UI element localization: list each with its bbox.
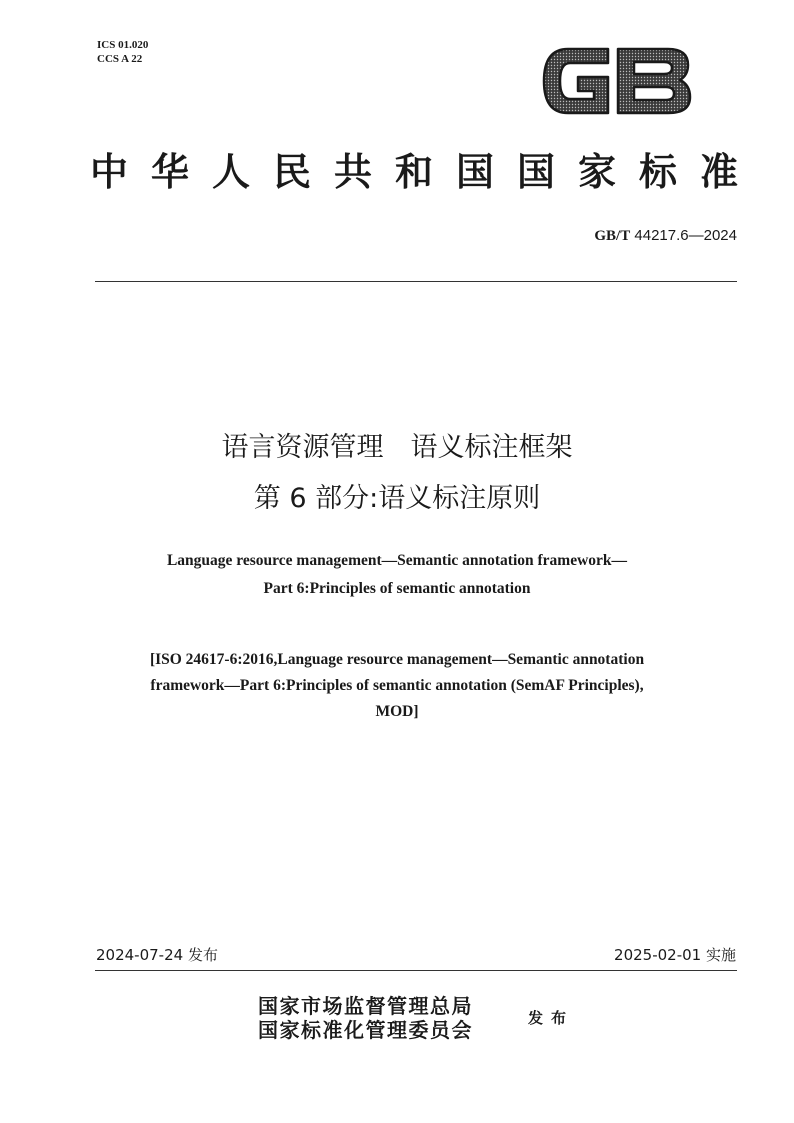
bottom-divider bbox=[95, 970, 737, 971]
gb-logo bbox=[538, 43, 694, 119]
chinese-title-line-2: 第 6 部分:语义标注原则 bbox=[253, 483, 541, 514]
chinese-title-line-1: 语言资源管理 语义标注框架 bbox=[221, 432, 573, 463]
publication-date: 2024-07-24 发布 bbox=[96, 946, 218, 964]
issuer-samr: 国家市场监督管理总局 bbox=[258, 994, 473, 1018]
english-title-line-1: Language resource management—Semantic annotation framework— bbox=[166, 552, 628, 569]
english-title bbox=[60, 547, 734, 603]
top-divider bbox=[95, 281, 737, 282]
issuer-sac: 国家标准化管理委员会 bbox=[258, 1018, 473, 1042]
iso-reference-line-3: MOD] bbox=[375, 703, 419, 720]
iso-reference-line-2: framework—Part 6:Principles of semantic annotation (SemAF Principles), bbox=[150, 677, 644, 694]
implementation-date: 2025-02-01 实施 bbox=[614, 946, 736, 964]
standard-number-value: 44217.6—2024 bbox=[634, 227, 737, 244]
ccs-code: CCS A 22 bbox=[97, 53, 143, 65]
iso-reference-line-1: [ISO 24617-6:2016,Language resource management—Semantic annotation bbox=[149, 651, 645, 668]
ics-code: ICS 01.020 bbox=[97, 39, 149, 51]
national-standard-heading: 中华人民共和国国家标准 bbox=[90, 150, 740, 194]
classification-codes bbox=[97, 38, 148, 66]
issue-label: 发布 bbox=[528, 1009, 575, 1027]
english-title-line-2: Part 6:Principles of semantic annotation bbox=[263, 580, 531, 597]
standard-number bbox=[594, 226, 737, 246]
iso-reference bbox=[70, 647, 724, 725]
standard-prefix: GB/T bbox=[594, 228, 631, 244]
issuing-authorities bbox=[258, 994, 473, 1042]
